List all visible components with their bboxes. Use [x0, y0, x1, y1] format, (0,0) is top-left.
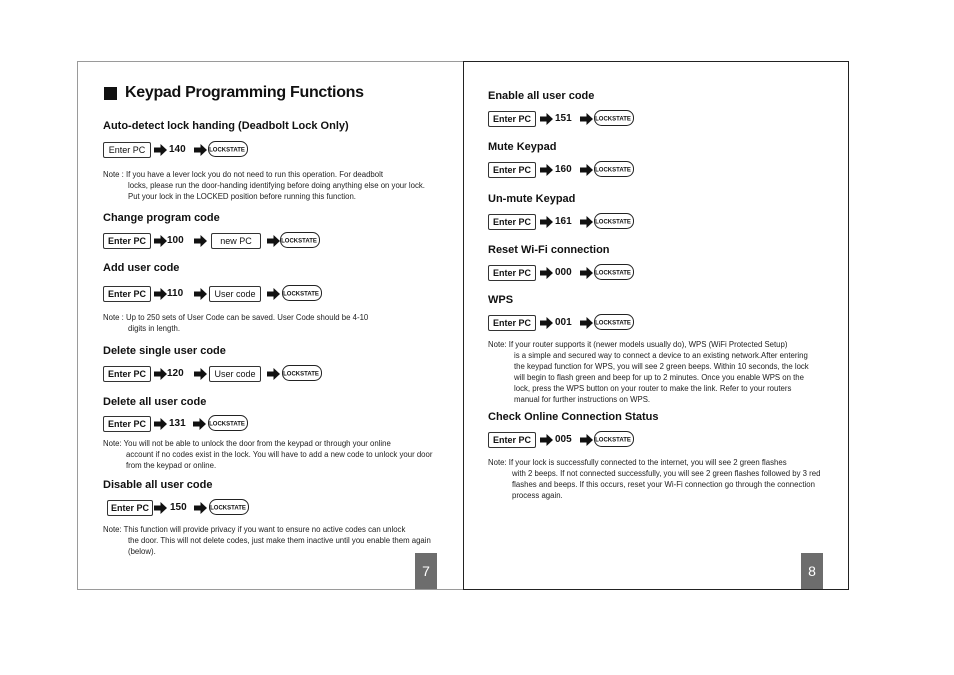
- section-heading: Change program code: [103, 212, 220, 224]
- right-arrow-icon: [194, 288, 207, 300]
- user-code-key: User code: [209, 366, 261, 382]
- right-arrow-icon: [580, 317, 593, 329]
- lockstate-logo: [594, 161, 634, 177]
- lockstate-logo: [594, 314, 634, 330]
- section-heading: Add user code: [103, 262, 180, 274]
- section-heading: Un-mute Keypad: [488, 193, 576, 205]
- svg-text:LOCKSTATE: LOCKSTATE: [283, 291, 319, 298]
- lockstate-logo: [208, 141, 248, 157]
- right-arrow-icon: [267, 368, 280, 380]
- note-rest: with 2 beeps. If not connected successfully, you will see 2 green flashes followed by 3 red flashes and beeps. If this occurs, reset your Wi-Fi connection go through the connection process again.: [512, 469, 821, 500]
- right-arrow-icon: [540, 434, 553, 446]
- function-code: 131: [169, 418, 186, 429]
- section-note: [103, 524, 448, 557]
- section-heading: Enable all user code: [488, 90, 595, 102]
- right-arrow-icon: [154, 502, 167, 514]
- user-code-key: User code: [209, 286, 261, 302]
- function-code: 160: [555, 164, 572, 175]
- right-arrow-icon: [540, 113, 553, 125]
- section-heading: Delete single user code: [103, 345, 226, 357]
- note-rest: digits in length.: [128, 324, 181, 333]
- lockstate-logo: [594, 110, 634, 126]
- section-note: [103, 169, 433, 202]
- right-arrow-icon: [580, 267, 593, 279]
- lockstate-logo: [280, 232, 320, 248]
- enter-pc-key: Enter PC: [488, 265, 536, 281]
- lockstate-logo: [208, 415, 248, 431]
- svg-text:LOCKSTATE: LOCKSTATE: [595, 116, 631, 123]
- lockstate-logo: [594, 431, 634, 447]
- note-first-line: Note: You will not be able to unlock the door from the keypad or through your online: [103, 439, 391, 448]
- enter-pc-key: Enter PC: [488, 315, 536, 331]
- page-number: 7: [415, 553, 437, 589]
- section-heading: Mute Keypad: [488, 141, 557, 153]
- note-first-line: Note: This function will provide privacy if you want to ensure no active codes can unlock: [103, 525, 406, 534]
- enter-pc-key: Enter PC: [103, 233, 151, 249]
- right-arrow-icon: [540, 216, 553, 228]
- section-heading: Reset Wi-Fi connection: [488, 244, 610, 256]
- left-page: [77, 61, 463, 590]
- right-arrow-icon: [194, 144, 207, 156]
- right-arrow-icon: [580, 434, 593, 446]
- note-rest: locks, please run the door-handing identifying before doing anything else on your lock. Put your lock in the LOCKED position before running this function.: [128, 181, 425, 201]
- note-first-line: Note : If you have a lever lock you do not need to run this operation. For deadbolt: [103, 170, 383, 179]
- right-arrow-icon: [194, 368, 207, 380]
- svg-text:LOCKSTATE: LOCKSTATE: [595, 320, 631, 327]
- right-arrow-icon: [194, 502, 207, 514]
- svg-text:LOCKSTATE: LOCKSTATE: [283, 371, 319, 378]
- section-note: [488, 457, 833, 501]
- note-first-line: Note: If your lock is successfully connected to the internet, you will see 2 green flashes: [488, 458, 787, 467]
- svg-text:LOCKSTATE: LOCKSTATE: [209, 147, 245, 154]
- svg-text:LOCKSTATE: LOCKSTATE: [209, 421, 245, 428]
- enter-pc-key: Enter PC: [488, 432, 536, 448]
- section-heading: Check Online Connection Status: [488, 411, 659, 423]
- enter-pc-key: Enter PC: [103, 366, 151, 382]
- right-arrow-icon: [154, 235, 167, 247]
- function-code: 140: [169, 144, 186, 155]
- right-arrow-icon: [540, 317, 553, 329]
- section-note: [488, 339, 818, 405]
- lockstate-logo: [594, 213, 634, 229]
- function-code: 150: [170, 502, 187, 513]
- page-title-text: Keypad Programming Functions: [125, 84, 364, 101]
- right-arrow-icon: [154, 288, 167, 300]
- right-arrow-icon: [154, 144, 167, 156]
- function-code: 005: [555, 434, 572, 445]
- section-heading: WPS: [488, 294, 514, 306]
- right-arrow-icon: [540, 267, 553, 279]
- note-first-line: Note : Up to 250 sets of User Code can be saved. User Code should be 4-10: [103, 313, 369, 322]
- lockstate-logo: [282, 285, 322, 301]
- note-rest: account if no codes exist in the lock. You will have to add a new code to unlock your door from the keypad or online.: [126, 450, 433, 470]
- right-arrow-icon: [194, 235, 207, 247]
- function-code: 001: [555, 317, 572, 328]
- svg-text:LOCKSTATE: LOCKSTATE: [210, 505, 246, 512]
- svg-text:LOCKSTATE: LOCKSTATE: [595, 270, 631, 277]
- section-note: [103, 438, 443, 471]
- right-arrow-icon: [580, 113, 593, 125]
- enter-pc-key: Enter PC: [103, 286, 151, 302]
- enter-pc-key: Enter PC: [488, 162, 536, 178]
- right-page: [463, 61, 849, 590]
- right-arrow-icon: [267, 288, 280, 300]
- right-arrow-icon: [193, 418, 206, 430]
- note-rest: the door. This will not delete codes, just make them inactive until you enable them again (below).: [128, 536, 431, 556]
- enter-pc-key: Enter PC: [488, 214, 536, 230]
- section-heading: Delete all user code: [103, 396, 207, 408]
- enter-pc-key: Enter PC: [107, 500, 153, 516]
- title-square-icon: [104, 87, 117, 100]
- lockstate-logo: [282, 365, 322, 381]
- right-arrow-icon: [580, 164, 593, 176]
- function-code: 100: [167, 235, 184, 246]
- function-code: 110: [167, 288, 184, 299]
- svg-text:LOCKSTATE: LOCKSTATE: [595, 437, 631, 444]
- page-title: [104, 84, 364, 102]
- right-arrow-icon: [154, 418, 167, 430]
- enter-pc-key: Enter PC: [103, 142, 151, 158]
- right-arrow-icon: [267, 235, 280, 247]
- svg-text:LOCKSTATE: LOCKSTATE: [595, 167, 631, 174]
- section-heading: Disable all user code: [103, 479, 213, 491]
- lockstate-logo: [209, 499, 249, 515]
- enter-pc-key: Enter PC: [488, 111, 536, 127]
- function-code: 120: [167, 368, 184, 379]
- right-arrow-icon: [580, 216, 593, 228]
- function-code: 151: [555, 113, 572, 124]
- function-code: 000: [555, 267, 572, 278]
- right-arrow-icon: [540, 164, 553, 176]
- page-number: 8: [801, 553, 823, 589]
- note-rest: is a simple and secured way to connect a device to an existing network.After entering the keypad function for WPS, you will see 2 green beeps. Within 10 seconds, the lock will begin to flash green and beep for up to 2 minutes. Once you enable WPS on the lock, press the WPS button on your router to make the link. Refer to your routers manual for further instructions on WPS.: [514, 351, 809, 404]
- note-first-line: Note: If your router supports it (newer models usually do), WPS (WiFi Protected Setup): [488, 340, 788, 349]
- function-code: 161: [555, 216, 572, 227]
- section-heading: Auto-detect lock handing (Deadbolt Lock Only): [103, 120, 349, 132]
- svg-text:LOCKSTATE: LOCKSTATE: [281, 238, 317, 245]
- enter-pc-key: Enter PC: [103, 416, 151, 432]
- right-arrow-icon: [154, 368, 167, 380]
- new-pc-key: new PC: [211, 233, 261, 249]
- section-note: [103, 312, 433, 334]
- svg-text:LOCKSTATE: LOCKSTATE: [595, 219, 631, 226]
- lockstate-logo: [594, 264, 634, 280]
